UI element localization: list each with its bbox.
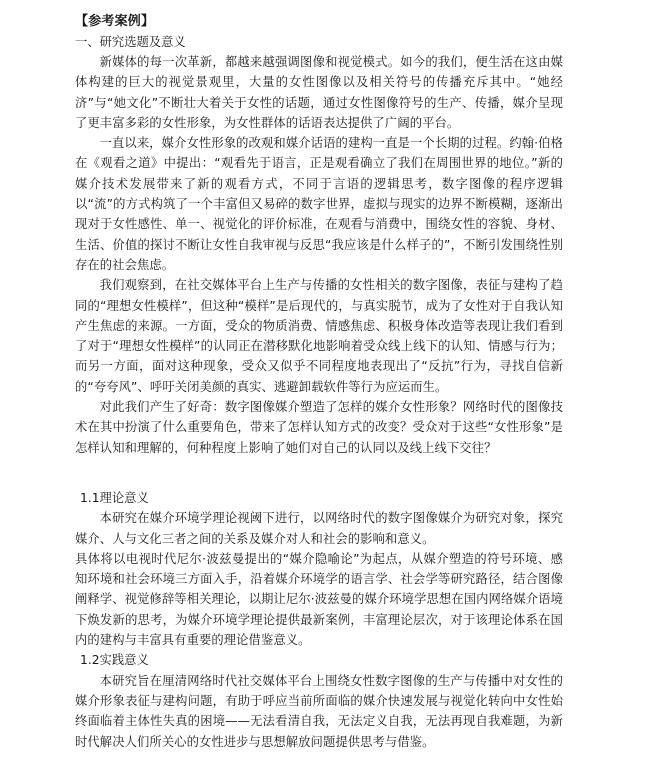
subheading-theoretical-significance: 1.1理论意义	[80, 490, 149, 505]
subheading-practical-significance: 1.2实践意义	[80, 653, 149, 668]
paragraph-new-media: 新媒体的每一次革新，都越来越强调图像和视觉模式。如今的我们，便生活在这由媒体构建的巨大的视觉景观里，大量的女性图像以及相关符号的传播充斥其中。“她经济”与“她文化”不断壮大着关于女性的话题，通过女性图像符号的生产、传播，媒介呈现了更丰富多彩的女性形象，为女性群体的话语表达提供了广阔的平台。	[75, 55, 563, 130]
paragraph-observation: 我们观察到，在社交媒体平台上生产与传播的女性相关的数字图像，表征与建构了趋同的“理想女性模样”，但这种“模样”是后现代的，与真实脱节，成为了女性对于自我认知产生焦虑的来源。一方面，受众的物质消费、情感焦虑、积极身体改造等表现让我们看到了对于“理想女性模样”的认同正在潜移默化地影响着受众线上线下的认知、情感与行为；而另一方面，面对这种现象，受众又似乎不同程度地表现出了“反抗”行为，寻找自信新的“夸夸风”、呼吁关闭美颜的真实、逃避卸载软件等行为应运而生。	[75, 278, 563, 394]
paragraph-theory-detail: 具体将以电视时代尼尔·波兹曼提出的“媒介隐喻论”为起点，从媒介塑造的符号环境、感知环境和社会环境三方面入手，沿着媒介环境学的语言学、社会学等研究路径，结合图像阐释学、视觉修辞等相关理论，以期让尼尔·波兹曼的媒介环境学思想在国内网络媒介语境下焕发新的思考，为媒介环境学理论提供最新案例，丰富理论层次，对于该理论体系在国内的建构与丰富具有重要的理论借鉴意义。	[75, 551, 563, 648]
paragraph-theory-intro: 本研究在媒介环境学理论视阈下进行，以网络时代的数字图像媒介为研究对象，探究媒介、人与文化三者之间的关系及媒介对人和社会的影响和意义。	[75, 511, 563, 546]
section-heading-research-topic: 一、研究选题及意义	[75, 35, 186, 49]
paragraph-questions: 对此我们产生了好奇：数字图像媒介塑造了怎样的媒介女性形象？网络时代的图像技术在其中扮演了什么重要角色，带来了怎样认知方式的改变？受众对于这些“女性形象”是怎样认知和理解的，何种程度上影响了她们对自己的认同以及线上线下交往？	[75, 400, 563, 455]
case-title: 【参考案例】	[75, 14, 155, 29]
paragraph-practice: 本研究旨在厘清网络时代社交媒体平台上围绕女性数字图像的生产与传播中对女性的媒介形象表征与建构问题，有助于呼应当前所面临的媒介快速发展与视觉化转向中女性始终面临着主体性失真的困境——无法看清自我，无法定义自我，无法再现自我难题，为新时代解决人们所关心的女性进步与思想解放问题提供思考与借鉴。	[75, 673, 563, 749]
paragraph-media-image: 一直以来，媒介女性形象的改观和媒介话语的建构一直是一个长期的过程。约翰·伯格在《观看之道》中提出：“观看先于语言，正是观看确立了我们在周围世界的地位。”新的媒介技术发展带来了新的观看方式，不同于言语的逻辑思考，数字图像的程序逻辑以“流”的方式构筑了一个丰富但又易碎的数字世界，虚拟与现实的边界不断模糊，逐渐出现对于女性感性、单一、视觉化的评价标准，在观看与消费中，围绕女性的容貌、身材、生活、价值的探讨不断让女性自我审视与反思“我应该是什么样子的”，不断引发围绕性别存在的社会焦虑。	[75, 136, 563, 272]
section-gap	[75, 458, 563, 488]
